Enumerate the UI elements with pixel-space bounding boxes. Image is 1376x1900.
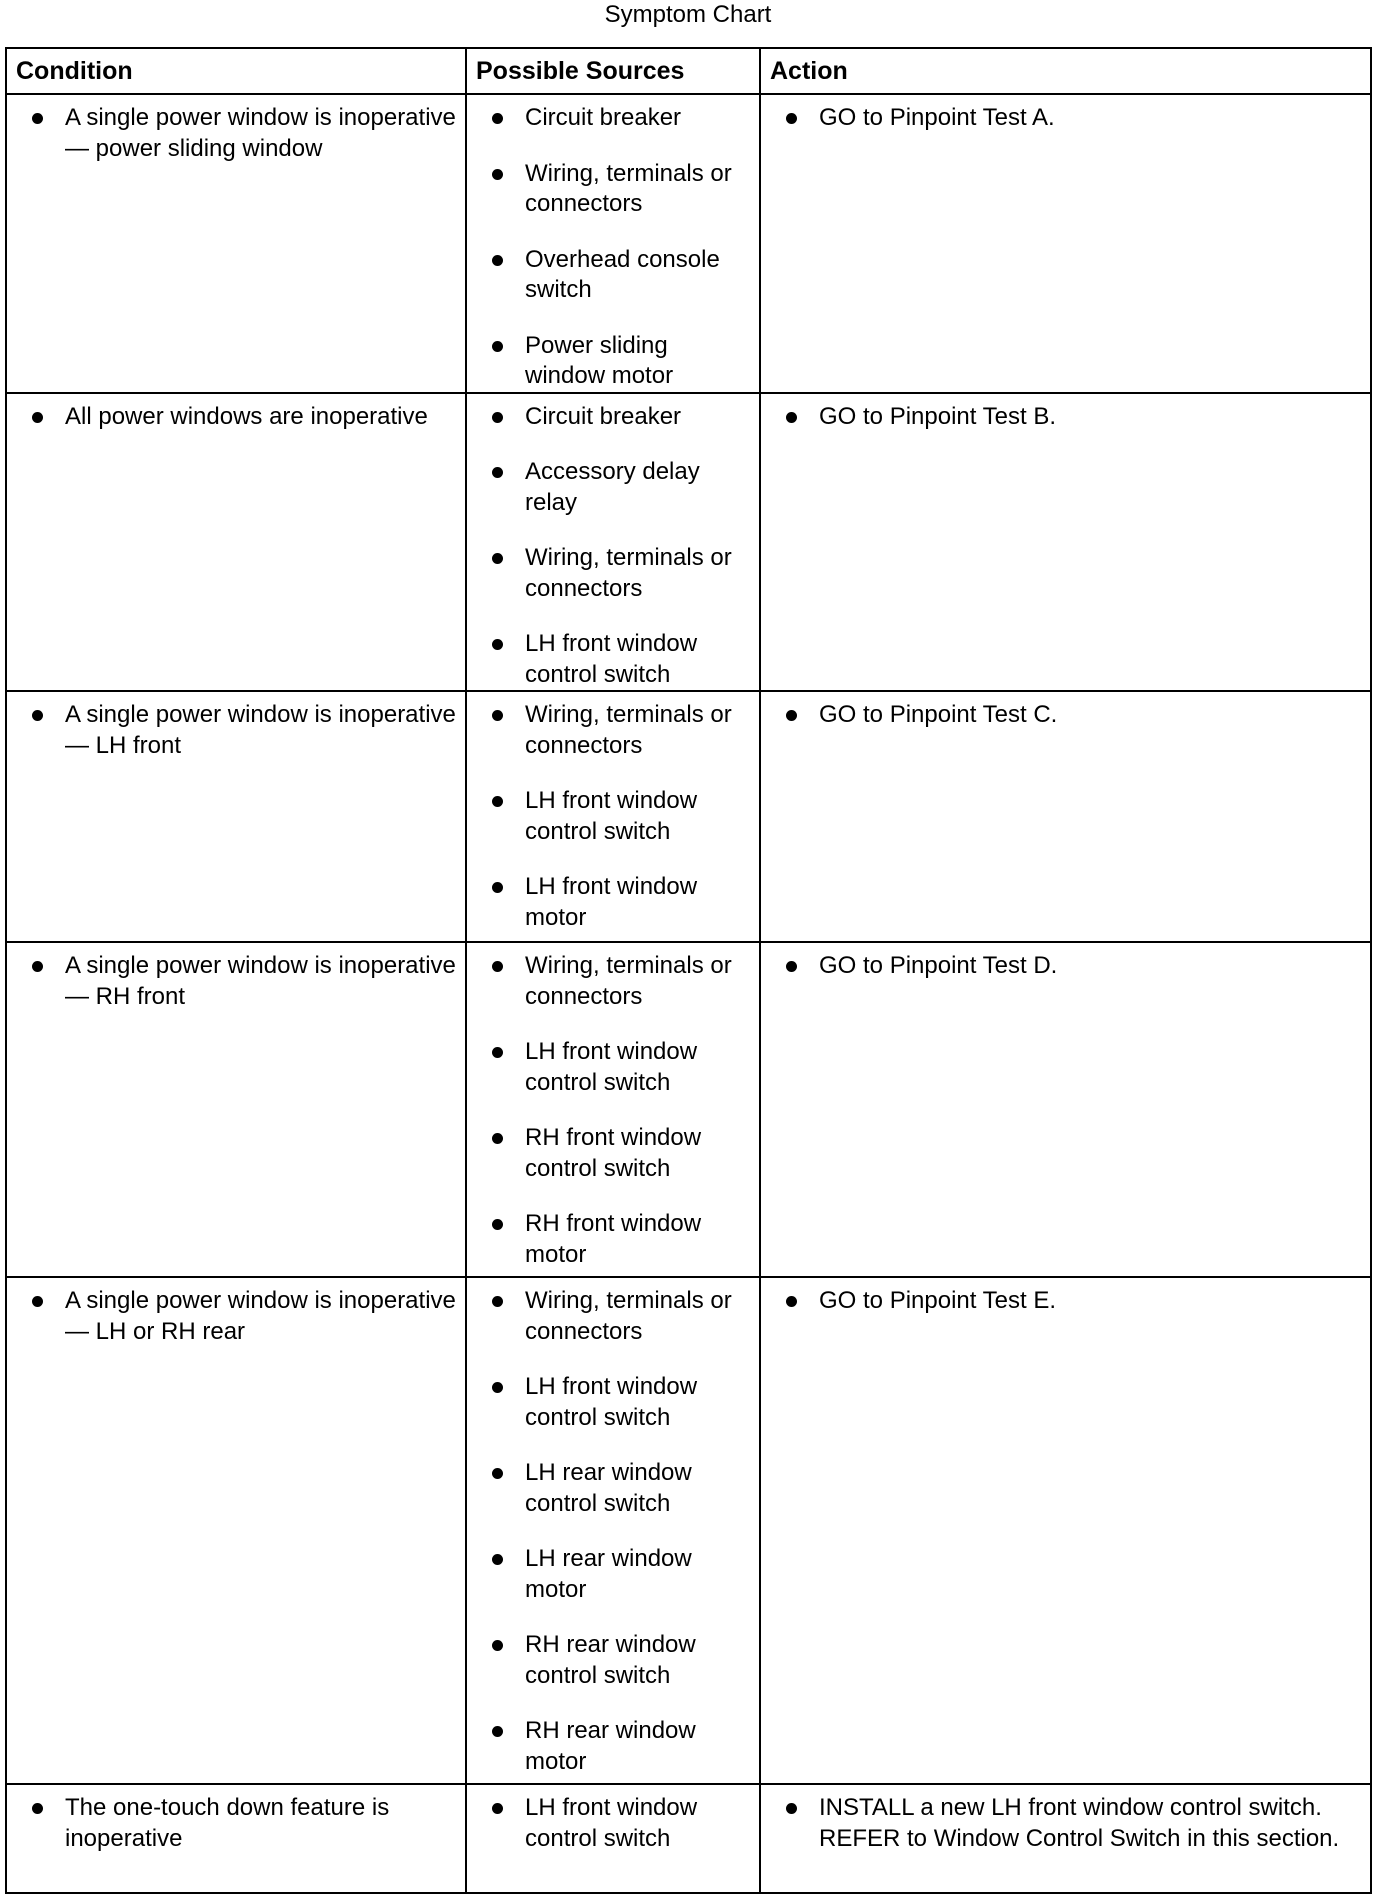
condition-cell: [6, 691, 466, 942]
sources-cell: [466, 1784, 760, 1893]
condition-text: A single power window is inoperative— LH or RH rear: [7, 1286, 459, 1347]
action-text: GO to Pinpoint Test E.: [761, 1286, 1364, 1317]
source-item: Power sliding window motor: [467, 331, 753, 392]
page-title: Symptom Chart: [604, 1, 772, 28]
table-row: [6, 942, 1371, 1277]
condition-cell: [6, 393, 466, 692]
source-item: Wiring, terminals or connectors: [467, 159, 753, 220]
source-item: LH rear window control switch: [467, 1458, 753, 1519]
source-item: RH front window motor: [467, 1209, 753, 1270]
sources-cell: [466, 942, 760, 1277]
condition-text: A single power window is inoperative— power sliding window: [7, 103, 459, 164]
action-cell: [760, 1277, 1371, 1784]
action-text: GO to Pinpoint Test C.: [761, 700, 1364, 731]
source-item: LH front window control switch: [467, 629, 753, 690]
condition-text: The one-touch down feature is inoperative: [7, 1793, 459, 1854]
action-cell: [760, 1784, 1371, 1893]
action-text: GO to Pinpoint Test D.: [761, 951, 1364, 982]
action-text: GO to Pinpoint Test A.: [761, 103, 1364, 134]
sources-cell: [466, 691, 760, 942]
source-item: Wiring, terminals or connectors: [467, 543, 753, 604]
table-row: [6, 94, 1371, 393]
source-item: RH rear window motor: [467, 1716, 753, 1777]
condition-text: A single power window is inoperative— RH front: [7, 951, 459, 1012]
source-item: Wiring, terminals or connectors: [467, 951, 753, 1012]
source-item: LH front window motor: [467, 872, 753, 933]
action-cell: [760, 393, 1371, 692]
source-item: RH front window control switch: [467, 1123, 753, 1184]
source-item: Circuit breaker: [467, 103, 753, 134]
action-header: Action: [760, 48, 1371, 94]
possible-sources-header: Possible Sources: [466, 48, 760, 94]
source-item: LH rear window motor: [467, 1544, 753, 1605]
condition-cell: [6, 942, 466, 1277]
table-row: [6, 691, 1371, 942]
source-item: Accessory delay relay: [467, 457, 753, 518]
action-cell: [760, 942, 1371, 1277]
sources-cell: [466, 1277, 760, 1784]
condition-cell: [6, 94, 466, 393]
source-item: LH front window control switch: [467, 1037, 753, 1098]
table-row: [6, 1784, 1371, 1893]
action-text: INSTALL a new LH front window control switch. REFER to Window Control Switch in this section.: [761, 1793, 1364, 1854]
condition-text: A single power window is inoperative— LH front: [7, 700, 459, 761]
source-item: LH front window control switch: [467, 1372, 753, 1433]
source-item: LH front window control switch: [467, 1793, 753, 1854]
action-cell: [760, 94, 1371, 393]
source-item: RH rear window control switch: [467, 1630, 753, 1691]
sources-cell: [466, 393, 760, 692]
condition-cell: [6, 1277, 466, 1784]
source-item: LH front window control switch: [467, 786, 753, 847]
source-item: Circuit breaker: [467, 402, 753, 433]
header-row: [6, 48, 1371, 94]
source-item: Overhead console switch: [467, 245, 753, 306]
condition-text: All power windows are inoperative: [7, 402, 459, 433]
sources-cell: [466, 94, 760, 393]
condition-header: Condition: [6, 48, 466, 94]
action-text: GO to Pinpoint Test B.: [761, 402, 1364, 433]
table-row: [6, 1277, 1371, 1784]
symptom-chart-table: [5, 47, 1372, 1894]
action-cell: [760, 691, 1371, 942]
source-item: Wiring, terminals or connectors: [467, 1286, 753, 1347]
condition-cell: [6, 1784, 466, 1893]
source-item: Wiring, terminals or connectors: [467, 700, 753, 761]
table-row: [6, 393, 1371, 692]
